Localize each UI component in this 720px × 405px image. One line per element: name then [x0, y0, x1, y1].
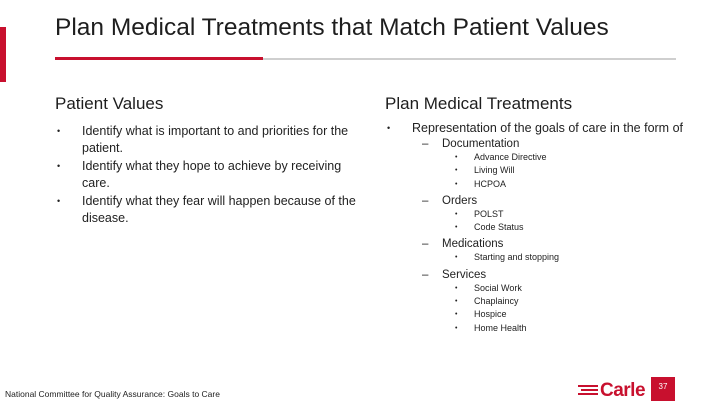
footer-source: National Committee for Quality Assurance: Goals to Care — [5, 389, 220, 399]
list-item: • Identify what they fear will happen because of the disease. — [57, 194, 356, 225]
group-documentation: – Documentation — [422, 138, 520, 150]
dash-icon: – — [422, 138, 429, 150]
accent-bar — [0, 27, 6, 82]
title-underline-accent — [55, 57, 263, 60]
carle-logo — [578, 379, 646, 401]
list-item: • HCPOA — [385, 178, 685, 191]
list-item: • Social Work — [385, 282, 685, 295]
bullet-icon: • — [455, 167, 458, 175]
page-number: 37 — [651, 377, 675, 401]
list-item: • Advance Directive — [385, 151, 685, 164]
bullet-icon: • — [455, 254, 458, 262]
list-item: • Home Health — [385, 322, 685, 335]
slide-title: Plan Medical Treatments that Match Patient Values — [55, 14, 609, 41]
bullet-icon: • — [387, 123, 391, 133]
bullet-icon: • — [455, 284, 458, 292]
bullet-icon: • — [455, 324, 458, 332]
list-item: • Living Will — [385, 164, 685, 177]
group-medications: – Medications — [422, 238, 504, 251]
list-item: • POLST — [385, 208, 685, 221]
list-item: • Code Status — [385, 221, 685, 234]
list-item: • Identify what is important to and priorities for the patient. — [57, 124, 349, 155]
bullet-icon: • — [57, 196, 61, 206]
list-item: • Representation of the goals of care in the form of — [387, 121, 683, 135]
dash-icon: – — [422, 238, 429, 251]
bullet-icon: • — [57, 126, 61, 136]
bullet-icon: • — [57, 161, 61, 171]
patient-values-list — [55, 123, 365, 228]
logo-text: Carle — [600, 380, 646, 401]
bullet-icon: • — [455, 154, 458, 161]
bullet-icon: • — [455, 210, 458, 218]
bullet-icon: • — [455, 180, 458, 188]
logo-mark-icon — [578, 383, 600, 397]
left-column-heading: Patient Values — [55, 94, 164, 113]
group-services: – Services — [422, 268, 487, 281]
bullet-icon: • — [455, 298, 458, 306]
bullet-icon: • — [455, 311, 458, 319]
list-item: • Identify what they hope to achieve by receiving care. — [57, 159, 342, 190]
treatment-list — [385, 122, 685, 335]
dash-icon: – — [422, 268, 429, 281]
list-item: • Chaplaincy — [385, 295, 685, 308]
right-column-heading: Plan Medical Treatments — [385, 94, 573, 113]
group-orders: – Orders — [422, 194, 478, 207]
bullet-icon: • — [455, 224, 458, 232]
dash-icon: – — [422, 194, 429, 207]
list-item: • Starting and stopping — [385, 251, 685, 264]
list-item: • Hospice — [385, 308, 685, 321]
